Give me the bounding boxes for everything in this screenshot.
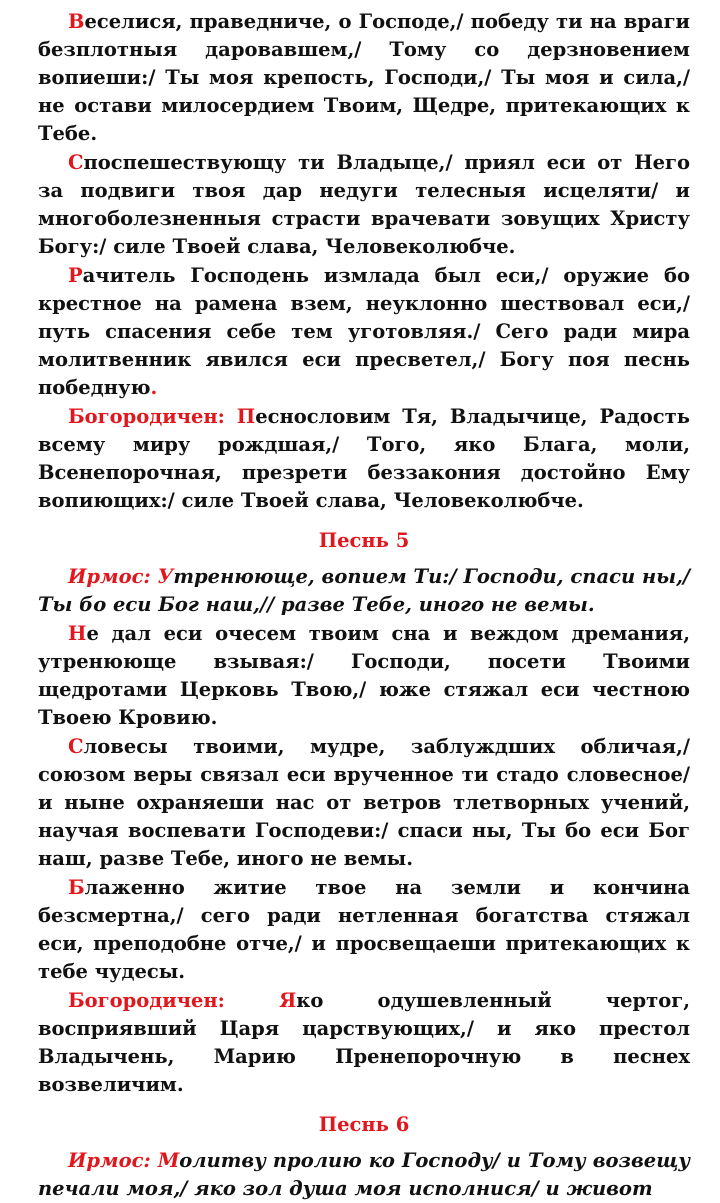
drop-initial: П: [236, 405, 256, 428]
drop-initial: Я: [279, 989, 297, 1012]
ode-5-heading: Песнь 5: [318, 529, 410, 552]
drop-initial: Б: [68, 876, 85, 899]
troparion-text: поспешествующу ти Владыце,/ приял еси от Него за подвиги твоя дар недуги телесныя исцеляти/ и многоболезненныя страсти врачевати зовущих Христу Богу:/ силе Твоей слава, Человеколюбче.: [38, 151, 690, 258]
irmos-6: [38, 1147, 690, 1203]
troparion-text: ачитель Господень измлада был еси,/ оружие бо крестное на рамена взем, неуклонно шествовал еси,/ путь спасения себе тем уготовляя./ Сего ради мира молитвенник явился еси пресветел,/ Богу поя песнь победную: [38, 264, 690, 399]
ode-6-heading: Песнь 6: [318, 1113, 410, 1136]
troparion-6: [38, 874, 690, 986]
drop-initial: Р: [68, 264, 83, 287]
theotokion-label: Богородичен:: [68, 405, 237, 428]
theotokion-text: еснословим Тя, Владычице, Радость всему миру рождшая,/ Того, яко Блага, моли, Всенепорочная, презрети беззакония достойно Ему вопиющих:/ силе Твоей слава, Человеколюбче.: [38, 405, 690, 512]
irmos-5: [38, 563, 690, 619]
troparion-text: е дал еси очесем твоим сна и веждом дремания, утренююще взывая:/ Господи, посети Твоими щедротами Церковь Твою,/ юже стяжал еси честною Твоею Кровию.: [38, 622, 690, 729]
theotokion-label: Богородичен:: [68, 989, 280, 1012]
drop-initial: С: [68, 735, 84, 758]
drop-initial: Н: [68, 622, 87, 645]
theotokion-1: [38, 403, 690, 515]
irmos-text: тренююще, вопием Ти:/ Господи, спаси ны,/ Ты бо еси Бог наш,// разве Тебе, иного не вемы.: [38, 565, 690, 616]
troparion-2: [38, 149, 690, 261]
drop-initial: С: [68, 151, 84, 174]
irmos-text: олитву пролию ко Господу/ и Тому возвещу печали моя,/ яко зол душа моя исполнися/ и живот: [38, 1149, 690, 1200]
troparion-text: ловесы твоими, мудре, заблуждших обличая,/ союзом веры связал еси врученное ти стадо словесное/ и ныне охраняеши нас от ветров тлетворных учений, научая воспевати Господеви:/ спаси ны, Ты бо еси Бог наш, разве Тебе, иного не вемы.: [38, 735, 690, 870]
irmos-label: Ирмос:: [68, 1149, 158, 1172]
troparion-text: лаженно житие твое на земли и кончина безсмертна,/ сего ради нетленная богатства стяжал еси, преподобне отче,/ и просвещаеши притекающих к тебе чудесы.: [38, 876, 690, 983]
red-end-mark: .: [150, 376, 158, 399]
theotokion-text: ко одушевленный чертог, восприявший Царя царствующих,/ и яко престол Владычень, Марию Пренепорочную в песнех возвеличим.: [38, 989, 691, 1096]
drop-initial: В: [68, 10, 85, 33]
troparion-3: [38, 262, 690, 402]
drop-initial: У: [157, 565, 174, 588]
irmos-label: Ирмос:: [68, 565, 158, 588]
troparion-5: [38, 733, 690, 873]
troparion-1: [38, 8, 690, 148]
drop-initial: М: [157, 1149, 180, 1172]
troparion-text: еселися, праведниче, о Господе,/ победу ти на враги безплотныя даровавшем,/ Тому со дерзновением вопиеши:/ Ты моя крепость, Господи,/ Ты моя и сила,/ не остави милосердием Твоим, Щедре, притекающих к Тебе.: [38, 10, 690, 145]
theotokion-2: [38, 987, 690, 1099]
troparion-4: [38, 620, 690, 732]
